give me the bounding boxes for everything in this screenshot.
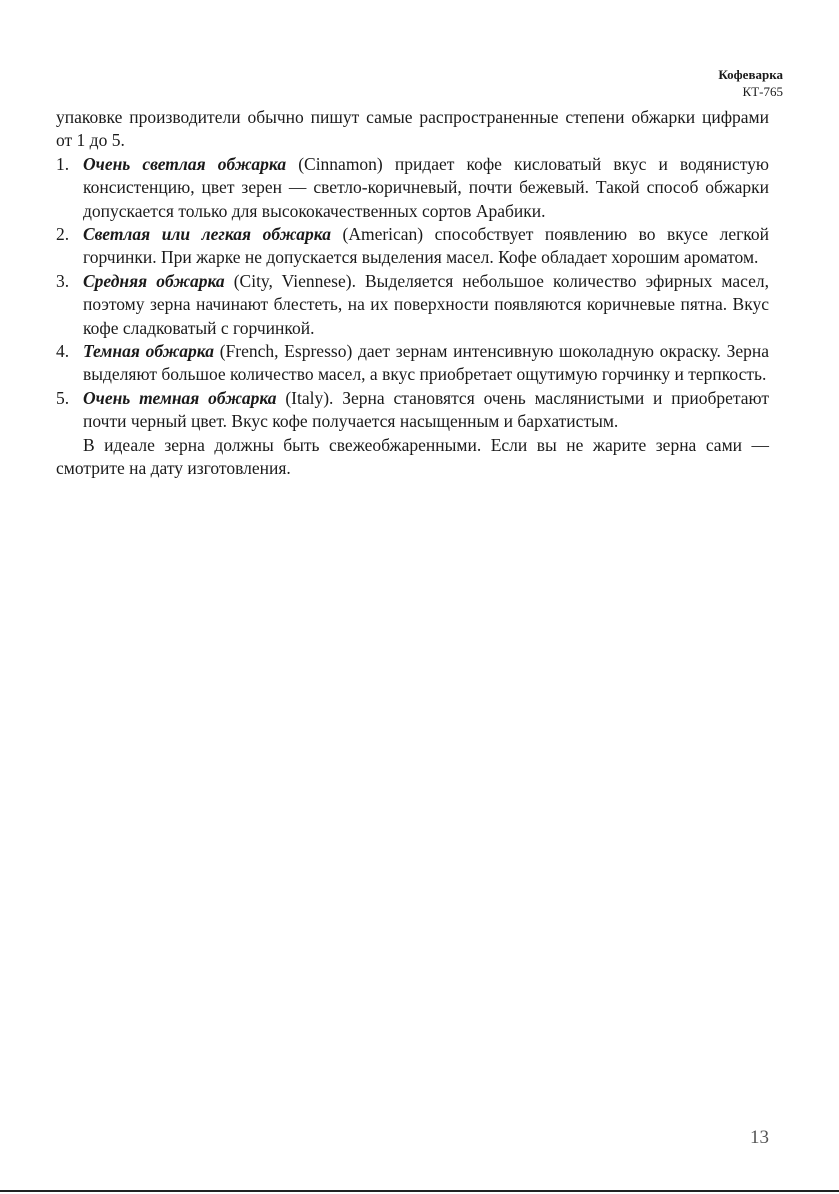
roast-term: Средняя обжарка <box>83 270 225 291</box>
roast-term: Светлая или легкая обжарка <box>83 224 331 245</box>
roast-term: Очень темная обжарка <box>83 387 277 408</box>
roast-item-4 <box>56 340 769 387</box>
page-content <box>56 106 769 481</box>
list-number: 5. <box>56 387 70 408</box>
roast-description: (Cinnamon) придает кофе кисловатый вкус и водянистую консистенцию, цвет зерен — светло-коричневый, почти бежевый. Такой способ обжарки допускается только для высококачественных сортов Арабики. <box>83 153 769 221</box>
roast-term: Очень светлая обжарка <box>83 153 287 174</box>
roast-description: (City, Viennese). Выделяется небольшое количество эфирных масел, поэтому зерна начинают блестеть, на их поверхности появляются коричневые пятна. Вкус кофе сладковатый с горчинкой. <box>83 270 769 338</box>
roast-item-1 <box>56 153 769 223</box>
roast-description: (American) способствует появлению во вкусе легкой горчинки. При жарке не допускается выделения масел. Кофе обладает хорошим ароматом. <box>83 224 769 268</box>
page-header <box>718 66 783 100</box>
bottom-divider <box>0 1190 839 1192</box>
intro-paragraph: упаковке производители обычно пишут самые распространенные степени обжарки цифрами от 1 до 5. <box>56 107 769 151</box>
roast-description: (Italy). Зерна становятся очень маслянистыми и приобретают почти черный цвет. Вкус кофе получается насыщенным и бархатистым. <box>83 387 769 432</box>
list-number: 2. <box>56 224 70 245</box>
roast-list <box>56 153 769 434</box>
model-number: КТ-765 <box>742 84 783 99</box>
roast-item-5 <box>56 387 769 434</box>
list-number: 3. <box>56 270 70 291</box>
list-number: 1. <box>56 153 70 174</box>
product-name: Кофеварка <box>718 67 783 82</box>
page-number: 13 <box>750 1127 769 1148</box>
roast-item-2 <box>56 223 769 270</box>
roast-item-3 <box>56 270 769 340</box>
closing-paragraph: В идеале зерна должны быть свежеобжаренными. Если вы не жарите зерна сами — смотрите на дату изготовления. <box>56 434 769 479</box>
roast-term: Темная обжарка <box>83 341 214 362</box>
list-number: 4. <box>56 341 70 362</box>
roast-description: (French, Espresso) дает зернам интенсивную шоколадную окраску. Зерна выделяют большое количество масел, а вкус приобретает ощутимую горчинку и терпкость. <box>83 341 769 385</box>
